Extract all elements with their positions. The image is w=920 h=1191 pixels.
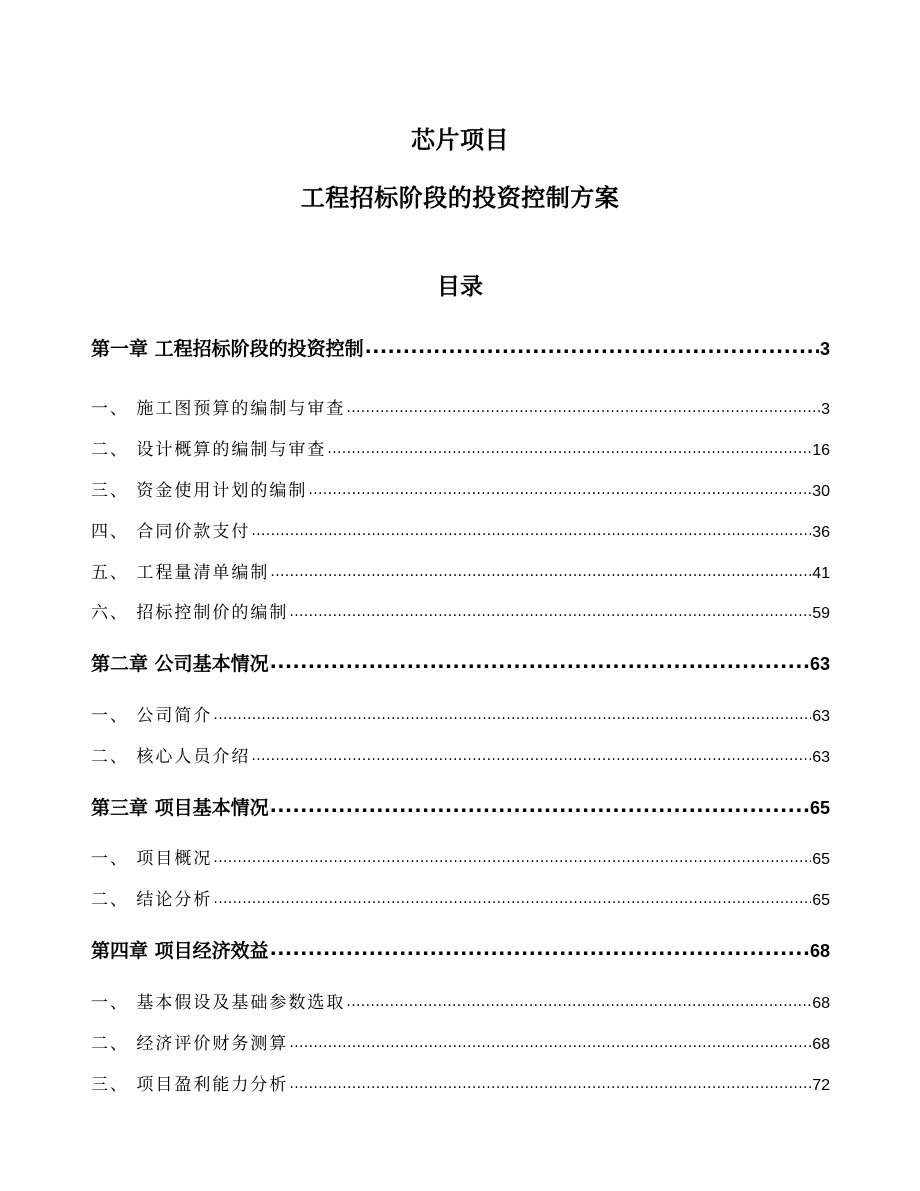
toc-entry-section[interactable] — [91, 846, 830, 872]
toc-entry-chapter-3[interactable] — [91, 794, 830, 822]
toc-entry-page: 65 — [812, 851, 830, 868]
toc-entry-text: 四、 合同价款支付 — [91, 522, 251, 542]
toc-entry-page: 65 — [812, 892, 830, 909]
toc-entry-section[interactable] — [91, 744, 830, 770]
dot-leader — [346, 988, 811, 1015]
toc-entry-section[interactable] — [91, 478, 830, 504]
dot-leader — [365, 333, 819, 361]
dot-leader — [327, 435, 811, 462]
toc-entry-text: 一、 基本假设及基础参数选取 — [91, 993, 346, 1013]
dot-leader — [251, 517, 811, 544]
toc-entry-text: 第一章 工程招标阶段的投资控制 — [91, 338, 364, 360]
dot-leader — [270, 648, 809, 676]
toc-entry-text: 二、 结论分析 — [91, 890, 213, 910]
toc-entry-page: 41 — [812, 565, 830, 582]
toc-entry-text: 二、 核心人员介绍 — [91, 747, 251, 767]
toc-entry-text: 二、 经济评价财务测算 — [91, 1034, 289, 1054]
toc-entry-text: 五、 工程量清单编制 — [91, 563, 270, 583]
toc-entry-section[interactable] — [91, 887, 830, 913]
dot-leader — [289, 1029, 811, 1056]
dot-leader — [270, 935, 809, 963]
dot-leader — [213, 885, 811, 912]
toc-entry-page: 68 — [812, 1036, 830, 1053]
dot-leader — [270, 792, 809, 820]
dot-leader — [346, 394, 820, 421]
toc-entry-page: 63 — [812, 749, 830, 766]
toc-entry-section[interactable] — [91, 1072, 830, 1098]
toc-entry-text: 三、 资金使用计划的编制 — [91, 481, 308, 501]
toc-entry-chapter-1[interactable] — [91, 335, 830, 363]
toc-entry-page: 16 — [812, 442, 830, 459]
toc-heading: 目录 — [437, 274, 483, 300]
toc-entry-page: 59 — [812, 605, 830, 622]
toc-entry-section[interactable] — [91, 519, 830, 545]
dot-leader — [289, 1070, 811, 1097]
toc-entry-section[interactable] — [91, 396, 830, 422]
toc-entry-chapter-2[interactable] — [91, 650, 830, 678]
dot-leader — [213, 701, 811, 728]
toc-entry-text: 三、 项目盈利能力分析 — [91, 1075, 289, 1095]
toc-entry-page: 63 — [809, 654, 830, 674]
toc-entry-text: 第四章 项目经济效益 — [91, 940, 269, 962]
toc-entry-page: 3 — [821, 401, 830, 418]
toc-entry-page: 36 — [812, 524, 830, 541]
toc-entry-text: 二、 设计概算的编制与审查 — [91, 440, 327, 460]
toc-entry-text: 六、 招标控制价的编制 — [91, 603, 289, 623]
toc-entry-text: 第二章 公司基本情况 — [91, 653, 269, 675]
document-subtitle: 工程招标阶段的投资控制方案 — [300, 184, 620, 212]
toc-entry-page: 63 — [812, 708, 830, 725]
toc-entry-page: 65 — [809, 798, 830, 818]
toc-entry-page: 72 — [812, 1077, 830, 1094]
dot-leader — [308, 476, 811, 503]
dot-leader — [251, 742, 811, 769]
toc-entry-page: 68 — [812, 995, 830, 1012]
toc-entry-page: 68 — [809, 941, 830, 961]
dot-leader — [213, 844, 811, 871]
toc-entry-section[interactable] — [91, 1031, 830, 1057]
toc-entry-page: 30 — [812, 483, 830, 500]
toc-entry-chapter-4[interactable] — [91, 937, 830, 965]
document-title: 芯片项目 — [411, 126, 509, 154]
dot-leader — [289, 598, 811, 625]
toc-entry-text: 一、 施工图预算的编制与审查 — [91, 399, 346, 419]
toc-entry-text: 一、 项目概况 — [91, 849, 213, 869]
toc-entry-page: 3 — [819, 339, 830, 359]
toc-entry-section[interactable] — [91, 703, 830, 729]
toc-entry-text: 第三章 项目基本情况 — [91, 797, 269, 819]
toc-entry-section[interactable] — [91, 600, 830, 626]
toc-entry-section[interactable] — [91, 437, 830, 463]
toc-entry-text: 一、 公司简介 — [91, 706, 213, 726]
dot-leader — [270, 558, 811, 585]
toc-entry-section[interactable] — [91, 560, 830, 586]
toc-entry-section[interactable] — [91, 990, 830, 1016]
